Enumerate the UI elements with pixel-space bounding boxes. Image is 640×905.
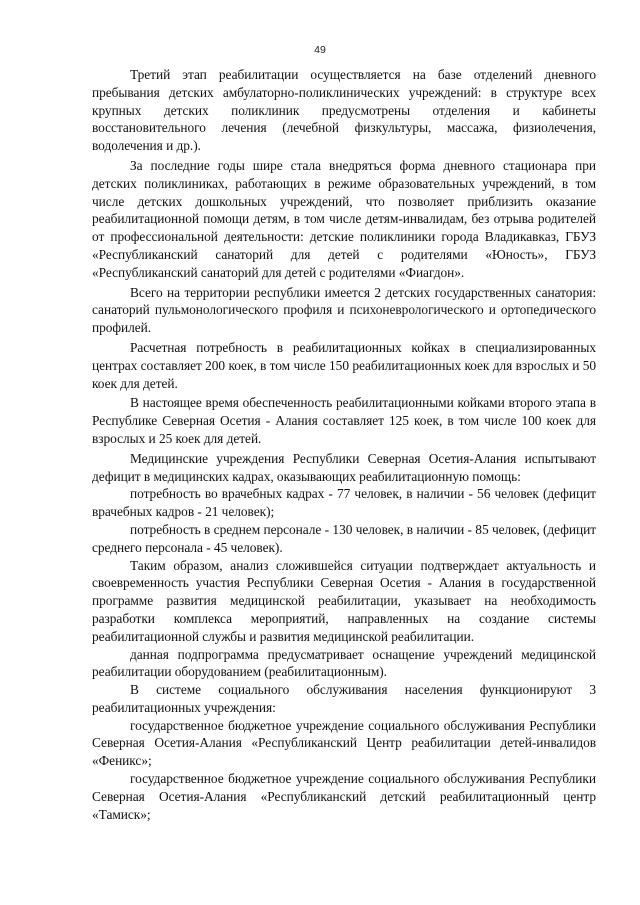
paragraph: В системе социального обслуживания населения функционируют 3 реабилитационных учреждения: bbox=[92, 682, 596, 715]
paragraph: Медицинские учреждения Республики Северная Осетия-Алания испытывают дефицит в медицинских кадрах, оказывающих реабилитационную помощь: bbox=[92, 450, 596, 484]
paragraph: Расчетная потребность в реабилитационных койках в специализированных центрах составляет 200 коек, в том числе 150 реабилитационных коек для взрослых и 50 коек для детей. bbox=[92, 339, 596, 391]
paragraph: государственное бюджетное учреждение социального обслуживания Республики Северная Осетия-Алания «Республиканский детский реабилитационный центр «Тамиск»; bbox=[92, 771, 596, 822]
paragraph: данная подпрограмма предусматривает оснащение учреждений медицинской реабилитации оборудованием (реабилитационным). bbox=[92, 646, 596, 680]
paragraph: Всего на территории республики имеется 2 детских государственных санатория: санаторий пульмонологического профиля и психоневрологического и ортопедического профилей. bbox=[92, 284, 596, 336]
paragraph: Таким образом, анализ сложившейся ситуации подтверждает актуальность и своевременность участия Республики Северная Осетия - Алания в государственной программе развития медицинской реабилитации, указывает на необходимость разработки комплекса мероприятий, направленных на создание системы реабилитационной службы и развития медицинской реабилитации. bbox=[92, 557, 596, 644]
paragraph: В настоящее время обеспеченность реабилитационными койками второго этапа в Республике Северная Осетия - Алания составляет 125 коек, в том числе 100 коек для взрослых и 25 коек для детей. bbox=[92, 395, 596, 446]
paragraph: За последние годы шире стала внедряться форма дневного стационара при детских поликлиниках, работающих в режиме образовательных учреждений, в том числе детских дошкольных учреждений, что позволяет приблизить оказание реабилитационной помощи детям, в том числе детям-инвалидам, без отрыва родителей от профессиональной деятельности: детские поликлиники города Владикавказ, ГБУЗ «Республиканский санаторий для детей с родителями «Юность», ГБУЗ «Республиканский санаторий для детей с родителями «Фиагдон». bbox=[92, 157, 596, 280]
body-text bbox=[92, 66, 596, 823]
page-number: 49 bbox=[314, 44, 326, 56]
paragraph: Третий этап реабилитации осуществляется на базе отделений дневного пребывания детских амбулаторно-поликлинических учреждений: в структуре всех крупных детских поликлиник предусмотрены отделения и кабинеты восстановительного лечения (лечебной физкультуры, массажа, физиолечения, водолечения и др.). bbox=[92, 67, 596, 154]
paragraph: государственное бюджетное учреждение социального обслуживания Республики Северная Осетия-Алания «Республиканский Центр реабилитации детей-инвалидов «Феникс»; bbox=[92, 717, 596, 769]
paragraph: потребность в среднем персонале - 130 человек, в наличии - 85 человек, (дефицит среднего персонала - 45 человек). bbox=[92, 521, 596, 555]
paragraph: потребность во врачебных кадрах - 77 человек, в наличии - 56 человек (дефицит врачебных кадров - 21 человек); bbox=[92, 486, 596, 520]
